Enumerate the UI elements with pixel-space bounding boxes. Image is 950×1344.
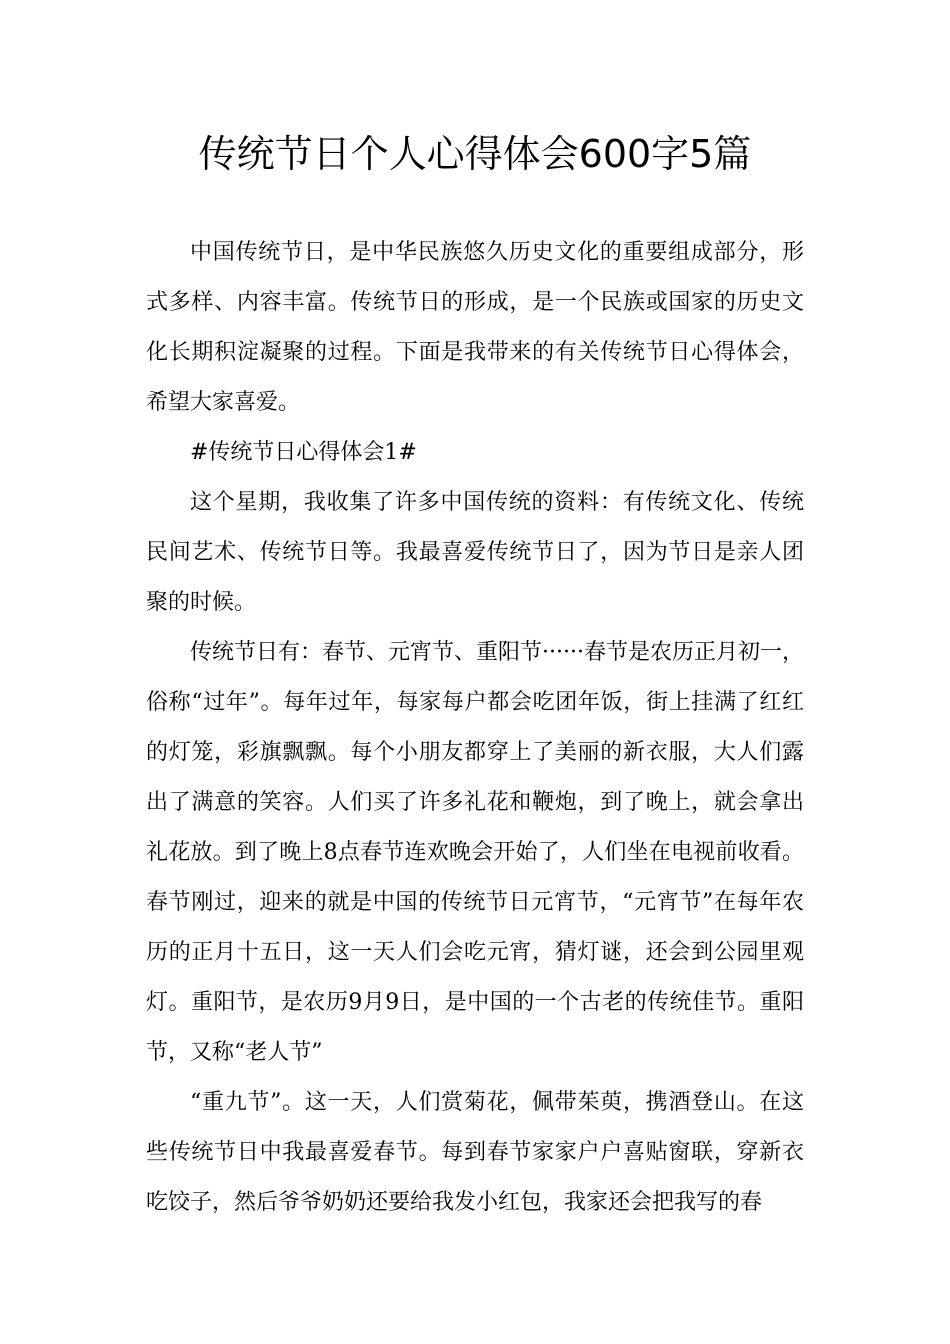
document-body (146, 228, 804, 1228)
paragraph: “重九节”。这一天，人们赏菊花，佩带茱萸，携酒登山。在这些传统节日中我最喜爱春节。每到春节家家户户喜贴窗联，穿新衣吃饺子，然后爷爷奶奶还要给我发小红包，我家还会把我写的春 (146, 1090, 804, 1215)
paragraph-intro: 中国传统节日，是中华民族悠久历史文化的重要组成部分，形式多样、内容丰富。传统节日的形成，是一个民族或国家的历史文化长期积淀凝聚的过程。下面是我带来的有关传统节日心得体会，希望大家喜爱。 (146, 240, 804, 415)
section-heading: #传统节日心得体会1# (190, 440, 417, 465)
paragraph: 这个星期，我收集了许多中国传统的资料：有传统文化、传统民间艺术、传统节日等。我最喜爱传统节日了，因为节日是亲人团聚的时候。 (146, 490, 804, 615)
document-title: 传统节日个人心得体会600字5篇 (198, 132, 752, 176)
paragraph: 传统节日有：春节、元宵节、重阳节······春节是农历正月初一，俗称“过年”。每年过年，每家每户都会吃团年饭，街上挂满了红红的灯笼，彩旗飘飘。每个小朋友都穿上了美丽的新衣服，大人们露出了满意的笑容。人们买了许多礼花和鞭炮，到了晚上，就会拿出礼花放。到了晚上8点春节连欢晚会开始了，人们坐在电视前收看。春节刚过，迎来的就是中国的传统节日元宵节，“元宵节”在每年农历的正月十五日，这一天人们会吃元宵，猜灯谜，还会到公园里观灯。重阳节，是农历9月9日，是中国的一个古老的传统佳节。重阳节，又称“老人节” (146, 640, 804, 1065)
